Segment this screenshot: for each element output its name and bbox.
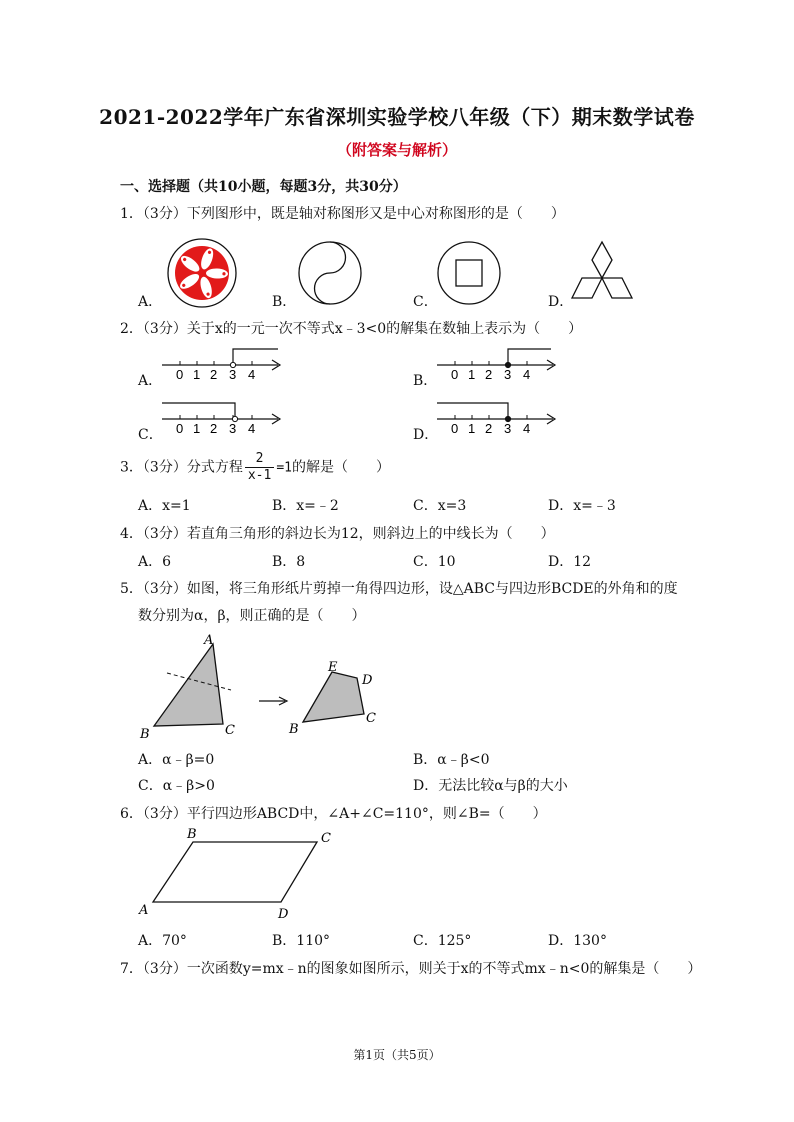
- question-6-stem: 6．（3分）平行四边形ABCD中，∠A+∠C=110°，则∠B=（ ）: [120, 806, 547, 822]
- tick-3: 3: [229, 367, 237, 382]
- question-2-option-a[interactable]: A．: [138, 373, 163, 389]
- tick-3: 3: [229, 421, 237, 436]
- page-subtitle: （附答案与解析）: [336, 141, 457, 159]
- question-1-option-d[interactable]: D．: [548, 294, 574, 310]
- label-c: C: [225, 723, 235, 738]
- question-4-option-b[interactable]: B．8: [272, 554, 306, 570]
- question-1-option-a[interactable]: A．: [138, 294, 163, 310]
- question-5-figure: [135, 628, 395, 740]
- page-title: 2021-2022学年广东省深圳实验学校八年级（下）期末数学试卷: [99, 105, 695, 129]
- label-b: B: [187, 827, 197, 842]
- tick-2: 2: [485, 367, 493, 382]
- number-line-b: [435, 344, 560, 384]
- question-3-option-c[interactable]: C．x=3: [413, 498, 467, 514]
- number-line-c: [160, 398, 285, 438]
- question-5-option-d[interactable]: D．无法比较α与β的大小: [413, 778, 568, 794]
- question-2-option-b[interactable]: B．: [413, 373, 438, 389]
- tick-2: 2: [210, 421, 218, 436]
- fraction: [245, 451, 274, 484]
- tick-0: 0: [176, 367, 184, 382]
- question-6-figure: [135, 825, 350, 923]
- question-2-option-d[interactable]: D．: [413, 427, 439, 443]
- question-3-equals: =1: [276, 460, 292, 476]
- label-e: E: [328, 660, 338, 675]
- question-1-option-c[interactable]: C．: [413, 294, 438, 310]
- question-1-stem: 1．（3分）下列图形中，既是轴对称图形又是中心对称图形的是（ ）: [120, 206, 565, 222]
- tick-4: 4: [248, 367, 256, 382]
- number-line-a: [160, 344, 285, 384]
- label-b: B: [140, 727, 150, 740]
- tick-4: 4: [523, 367, 531, 382]
- question-3-stem-after: 的解是（ ）: [291, 459, 390, 476]
- question-6-option-a[interactable]: A．70°: [138, 933, 187, 949]
- fraction-denominator: x-1: [247, 468, 272, 483]
- label-a: A: [204, 633, 214, 648]
- question-5-option-b[interactable]: B．α﹣β<0: [413, 752, 490, 768]
- tick-1: 1: [193, 367, 201, 382]
- tick-0: 0: [451, 421, 459, 436]
- question-2-stem: 2．（3分）关于x的一元一次不等式x﹣3<0的解集在数轴上表示为（ ）: [120, 321, 583, 337]
- question-6-option-c[interactable]: C．125°: [413, 933, 472, 949]
- label-d: D: [362, 673, 373, 688]
- question-3-option-b[interactable]: B．x=﹣2: [272, 498, 339, 514]
- question-3-stem-before: 3．（3分）分式方程: [120, 459, 243, 476]
- tick-1: 1: [193, 421, 201, 436]
- question-3-stem: [120, 451, 390, 485]
- three-rhombus-icon: [572, 242, 632, 298]
- question-3-option-a[interactable]: A．x=1: [138, 498, 191, 514]
- fraction-numerator: 2: [245, 451, 274, 468]
- question-2-option-c[interactable]: C．: [138, 427, 163, 443]
- question-5-stem-line2: 数分别为α，β，则正确的是（ ）: [138, 608, 366, 624]
- label-c: C: [321, 831, 331, 846]
- bauhinia-emblem-icon: [168, 239, 236, 307]
- question-4-option-d[interactable]: D．12: [548, 554, 592, 570]
- tick-0: 0: [176, 421, 184, 436]
- question-1-option-b[interactable]: B．: [272, 294, 297, 310]
- tick-4: 4: [523, 421, 531, 436]
- question-4-option-a[interactable]: A．6: [138, 554, 172, 570]
- question-4-stem: 4．（3分）若直角三角形的斜边长为12，则斜边上的中线长为（ ）: [120, 526, 555, 542]
- tick-0: 0: [451, 367, 459, 382]
- question-5-stem-line1: 5．（3分）如图，将三角形纸片剪掉一角得四边形，设△ABC与四边形BCDE的外角和的度: [120, 581, 678, 597]
- label-a: A: [139, 903, 149, 918]
- tick-1: 1: [468, 367, 476, 382]
- circle-square-icon: [438, 242, 500, 304]
- page-footer: 第1页（共5页）: [353, 1048, 441, 1062]
- section-heading: 一、选择题（共10小题，每题3分，共30分）: [120, 179, 407, 195]
- tick-2: 2: [210, 367, 218, 382]
- tick-3: 3: [504, 421, 512, 436]
- question-4-option-c[interactable]: C．10: [413, 554, 456, 570]
- tick-3: 3: [504, 367, 512, 382]
- yin-yang-icon: [299, 242, 361, 304]
- number-line-d: [435, 398, 560, 438]
- question-5-option-c[interactable]: C．α﹣β>0: [138, 778, 215, 794]
- question-7-stem: 7．（3分）一次函数y=mx﹣n的图象如图所示，则关于x的不等式mx﹣n<0的解集是（ ）: [120, 961, 702, 977]
- label-b2: B: [289, 722, 299, 737]
- tick-4: 4: [248, 421, 256, 436]
- label-c2: C: [366, 711, 376, 726]
- tick-2: 2: [485, 421, 493, 436]
- question-6-option-b[interactable]: B．110°: [272, 933, 331, 949]
- tick-1: 1: [468, 421, 476, 436]
- label-d: D: [278, 907, 289, 922]
- question-3-option-d[interactable]: D．x=﹣3: [548, 498, 616, 514]
- question-6-option-d[interactable]: D．130°: [548, 933, 607, 949]
- question-5-option-a[interactable]: A．α﹣β=0: [138, 752, 215, 768]
